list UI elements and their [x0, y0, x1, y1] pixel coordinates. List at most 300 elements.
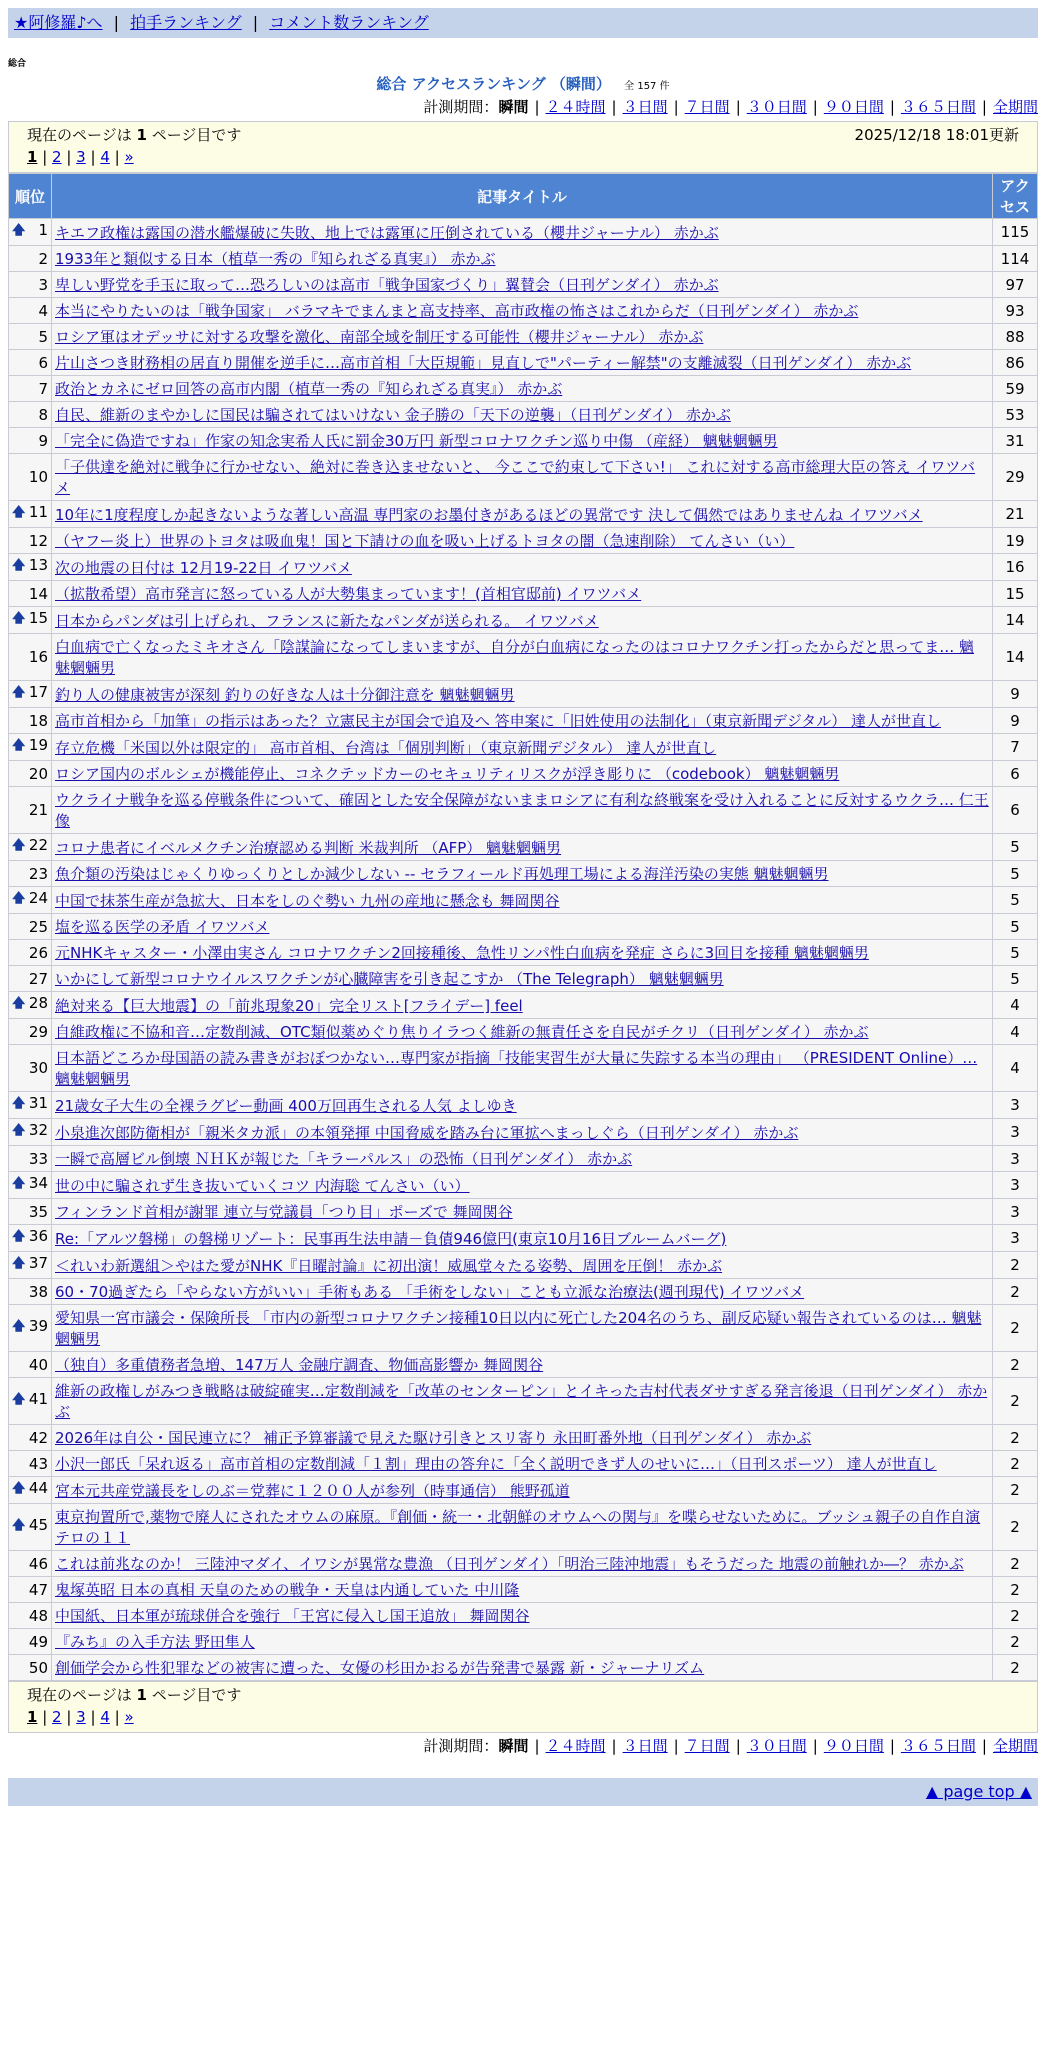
table-row	[9, 1655, 1038, 1681]
page-top-link[interactable]: ▲ page top ▲	[925, 1782, 1032, 1801]
period-link[interactable]: ３日間	[622, 1737, 668, 1755]
rank-cell	[9, 1279, 52, 1305]
period-link[interactable]: ３６５日間	[900, 1737, 976, 1755]
article-link[interactable]: 一瞬で高層ビル倒壊 ＮＨＫが報じた「キラーパルス」の恐怖（日刊ゲンダイ） 赤かぶ	[55, 1150, 633, 1168]
access-count: 2	[993, 1655, 1038, 1681]
rank-number: 23	[28, 864, 48, 883]
table-row	[9, 554, 1038, 581]
table-row	[9, 1172, 1038, 1199]
article-link[interactable]: フィンランド首相が謝罪 連立与党議員「つり目」ポーズで 舞岡関谷	[55, 1203, 513, 1221]
rank-up-arrow-icon: 🡅	[12, 223, 26, 238]
rank-number: 49	[28, 1632, 48, 1651]
table-row	[9, 246, 1038, 272]
rank-cell	[9, 1504, 52, 1551]
period-link[interactable]: ７日間	[684, 1737, 730, 1755]
table-row	[9, 1577, 1038, 1603]
article-link[interactable]: Re:「アルツ磐梯」の磐梯リゾート：民事再生法申請－負債946億円(東京10月16日ブルームバーグ)	[55, 1229, 727, 1248]
access-count: 53	[993, 402, 1038, 428]
table-row	[9, 402, 1038, 428]
article-link[interactable]: ロシア国内のボルシェが機能停止、コネクテッドカーのセキュリティリスクが浮き彫りに （codebook） 魑魅魍魎男	[55, 765, 840, 783]
title-cell	[52, 1199, 993, 1225]
article-link[interactable]: 60・70過ぎたら「やらない方がいい」手術もある 「手術をしない」ことも立派な治療法(週刊現代) イワツバメ	[55, 1283, 805, 1301]
rank-number: 38	[28, 1282, 48, 1301]
rank-up-arrow-icon: 🡅	[12, 1518, 26, 1533]
article-link[interactable]: 「完全に偽造ですね」作家の知念実希人氏に罰金30万円 新型コロナワクチン巡り中傷 （産経） 魑魅魍魎男	[55, 432, 778, 450]
article-link[interactable]: （ヤフー炎上）世界のトヨタは吸血鬼！国と下請けの血を吸い上げるトヨタの闇（急速削除） てんさい（い）	[55, 532, 795, 550]
pager-separator: |	[85, 148, 101, 166]
rank-number: 30	[28, 1059, 48, 1077]
article-link[interactable]: 愛知県一宮市議会・保険所長 「市内の新型コロナワクチン接種10日以内に死亡した204名のうち、副反応疑い報告されているのは… 魑魅魍魎男	[55, 1309, 982, 1348]
article-link[interactable]: 魚介類の汚染はじゃくりゆっくりとしか減少しない -- セラフィールド再処理工場による海洋汚染の実態 魑魅魍魎男	[55, 865, 829, 883]
rank-up-arrow-icon: 🡅	[12, 1319, 26, 1334]
table-row	[9, 1119, 1038, 1146]
article-link[interactable]: ウクライナ戦争を巡る停戦条件について、確固とした安全保障がないままロシアに有利な終戦案を受け入れることに反対するウクラ… 仁王像	[55, 791, 989, 830]
period-separator: |	[735, 98, 741, 116]
article-link[interactable]: 片山さつき財務相の居直り開催を逆手に…高市首相「大臣規範」見直しで"パーティー解禁"の支離滅裂（日刊ゲンダイ） 赤かぶ	[55, 354, 912, 372]
title-header: 記事タイトル	[52, 174, 993, 219]
table-row	[9, 966, 1038, 992]
table-row	[9, 761, 1038, 787]
title-cell	[52, 219, 993, 246]
pager-link[interactable]: 2	[52, 1708, 62, 1726]
article-link[interactable]: 釣り人の健康被害が深刻 釣りの好きな人は十分御注意を 魑魅魍魎男	[55, 685, 515, 704]
rank-cell	[9, 607, 52, 634]
access-count: 5	[993, 940, 1038, 966]
page-status-bottom	[27, 1684, 241, 1706]
title-cell	[52, 887, 993, 914]
title-cell	[52, 1655, 993, 1681]
article-link[interactable]: 『みち』の入手方法 野田隼人	[55, 1633, 255, 1651]
period-link[interactable]: ２４時間	[545, 1737, 606, 1755]
period-link[interactable]: ３日間	[622, 98, 668, 116]
article-link[interactable]: 政治とカネにゼロ回答の高市内閣（植草一秀の『知られざる真実』） 赤かぶ	[55, 380, 563, 398]
article-link[interactable]: キエフ政権は露国の潜水艦爆破に失敗、地上では露軍に圧倒されている（櫻井ジャーナル） 赤かぶ	[55, 223, 719, 242]
pager-next-link[interactable]: »	[124, 148, 134, 166]
table-row	[9, 454, 1038, 501]
period-link[interactable]: ３６５日間	[900, 98, 976, 116]
rank-number: 25	[28, 917, 48, 936]
access-count: 9	[993, 708, 1038, 734]
table-row	[9, 1279, 1038, 1305]
pager-separator: |	[61, 1708, 77, 1726]
table-row	[9, 272, 1038, 298]
article-link[interactable]: 中国で抹茶生産が急拡大、日本をしのぐ勢い 九州の産地に懸念も 舞岡関谷	[55, 891, 560, 910]
rank-header: 順位	[9, 174, 52, 219]
rank-number: 29	[28, 1022, 48, 1041]
pager-separator: |	[109, 148, 125, 166]
article-link[interactable]: 21歳女子大生の全裸ラグビー動画 400万回再生される人気 よしゆき	[55, 1096, 517, 1115]
period-separator: |	[812, 98, 818, 116]
title-cell	[52, 1092, 993, 1119]
access-count: 5	[993, 966, 1038, 992]
nav-separator: |	[113, 13, 120, 32]
rank-cell	[9, 761, 52, 787]
comment-ranking-link[interactable]: コメント数ランキング	[269, 13, 429, 32]
article-link[interactable]: （独自）多重債務者急増、147万人 金融庁調査、物価高影響か 舞岡関谷	[55, 1356, 544, 1374]
title-cell	[52, 634, 993, 681]
title-cell	[52, 554, 993, 581]
table-row	[9, 1199, 1038, 1225]
top-nav-bar	[8, 8, 1038, 38]
rank-cell	[9, 1425, 52, 1451]
article-link[interactable]: 白血病で亡くなったミキオさん「陰謀論になってしまいますが、自分が白血病になったのはコロナワクチン打ったからだと思ってま… 魑魅魍魎男	[55, 638, 975, 677]
page-status-prefix: 現在のページは	[27, 1686, 132, 1704]
article-link[interactable]: これは前兆なのか！ 三陸沖マダイ、イワシが異常な豊漁 （日刊ゲンダイ）「明治三陸沖地震」もそうだった 地震の前触れか―？ 赤かぶ	[55, 1555, 964, 1573]
period-separator: |	[735, 1737, 741, 1755]
rank-number: 10	[28, 468, 48, 486]
total-count: 全 157 件	[624, 81, 670, 92]
title-cell	[52, 861, 993, 887]
table-row	[9, 298, 1038, 324]
title-cell	[52, 1146, 993, 1172]
pager-link[interactable]: 4	[100, 148, 110, 166]
period-separator: |	[812, 1737, 818, 1755]
rank-cell	[9, 324, 52, 350]
period-separator: |	[611, 1737, 617, 1755]
title-cell	[52, 914, 993, 940]
page-status-suffix: ページ目です	[151, 1686, 242, 1704]
title-cell	[52, 966, 993, 992]
access-header: アクセス	[993, 174, 1038, 219]
access-count: 86	[993, 350, 1038, 376]
article-link[interactable]: いかにして新型コロナウイルスワクチンが心臓障害を引き起こすか （The Telegraph） 魑魅魍魎男	[55, 970, 724, 988]
rank-number: 3	[38, 275, 48, 294]
rank-up-arrow-icon: 🡅	[12, 996, 26, 1011]
access-count: 31	[993, 428, 1038, 454]
access-count: 14	[993, 607, 1038, 634]
rank-cell	[9, 634, 52, 681]
rank-number: 45	[28, 1516, 48, 1534]
table-row	[9, 581, 1038, 607]
title-cell	[52, 1504, 993, 1551]
table-row	[9, 1225, 1038, 1252]
table-row	[9, 734, 1038, 761]
rank-cell	[9, 298, 52, 324]
rank-number: 40	[28, 1355, 48, 1374]
rank-number: 2	[38, 249, 48, 268]
table-row	[9, 1378, 1038, 1425]
rank-number: 26	[28, 943, 48, 962]
article-link[interactable]: 日本からパンダは引上げられ、フランスに新たなパンダが送られる。 イワツバメ	[55, 611, 599, 630]
access-count: 2	[993, 1378, 1038, 1425]
access-count: 5	[993, 887, 1038, 914]
article-link[interactable]: 絶対来る【巨大地震】の「前兆現象20」完全リスト[フライデー] feel	[55, 996, 523, 1015]
rank-number: 50	[28, 1658, 48, 1677]
home-link[interactable]: ★阿修羅♪へ	[14, 13, 103, 32]
rank-up-arrow-icon: 🡅	[12, 558, 26, 573]
article-link[interactable]: 10年に1度程度しか起きないような著しい高温 専門家のお墨付きがあるほどの異常です 決して偶然ではありませんね イワツバメ	[55, 505, 923, 524]
article-link[interactable]: 卑しい野党を手玉に取って…恐ろしいのは高市「戦争国家づくり」翼賛会（日刊ゲンダイ） 赤かぶ	[55, 276, 719, 294]
title-cell	[52, 1352, 993, 1378]
title-cell	[52, 1629, 993, 1655]
period-separator: |	[534, 1737, 540, 1755]
rank-number: 34	[28, 1174, 48, 1192]
table-row	[9, 708, 1038, 734]
table-row	[9, 376, 1038, 402]
rank-number: 6	[38, 353, 48, 372]
rank-cell	[9, 1352, 52, 1378]
pager-link[interactable]: 3	[76, 148, 86, 166]
table-row	[9, 834, 1038, 861]
article-link[interactable]: 自民、維新のまやかしに国民は騙されてはいけない 金子勝の「天下の逆襲」（日刊ゲンダイ） 赤かぶ	[55, 406, 731, 424]
access-count: 4	[993, 1045, 1038, 1092]
title-cell	[52, 1279, 993, 1305]
nav-separator: |	[252, 13, 259, 32]
table-row	[9, 1451, 1038, 1477]
access-count: 7	[993, 734, 1038, 761]
rank-number: 24	[28, 889, 48, 907]
title-cell	[52, 787, 993, 834]
access-count: 2	[993, 1603, 1038, 1629]
rank-cell	[9, 528, 52, 554]
rank-cell	[9, 708, 52, 734]
clap-ranking-link[interactable]: 拍手ランキング	[130, 13, 242, 32]
period-link[interactable]: 全期間	[992, 1737, 1038, 1755]
rank-cell	[9, 1551, 52, 1577]
rank-number: 4	[38, 301, 48, 320]
title-cell	[52, 350, 993, 376]
rank-cell	[9, 887, 52, 914]
title-cell	[52, 1425, 993, 1451]
title-cell	[52, 940, 993, 966]
rank-up-arrow-icon: 🡅	[12, 1176, 26, 1191]
table-row	[9, 887, 1038, 914]
access-count: 3	[993, 1225, 1038, 1252]
rank-number: 36	[28, 1227, 48, 1245]
pager-link[interactable]: 4	[100, 1708, 110, 1726]
ranking-title-text: 総合 アクセスランキング （瞬間）	[376, 75, 611, 93]
article-link[interactable]: 2026年は自公・国民連立に？ 補正予算審議で見えた駆け引きとスリ寄り 永田町番外地（日刊ゲンダイ） 赤かぶ	[55, 1429, 812, 1447]
title-cell	[52, 681, 993, 708]
article-link[interactable]: 東京拘置所で,薬物で廃人にされたオウムの麻原。『創価・統一・北朝鮮のオウムへの関与』を喋らせないために。ブッシュ親子の自作自演テロの１１	[55, 1508, 981, 1547]
rank-cell	[9, 940, 52, 966]
rank-up-arrow-icon: 🡅	[12, 738, 26, 753]
access-count: 6	[993, 787, 1038, 834]
table-row	[9, 1352, 1038, 1378]
access-count: 5	[993, 834, 1038, 861]
title-cell	[52, 834, 993, 861]
table-row	[9, 350, 1038, 376]
article-link[interactable]: 世の中に騙されず生き抜いていくコツ 内海聡 てんさい（い）	[55, 1176, 470, 1195]
access-count: 3	[993, 1119, 1038, 1146]
article-link[interactable]: 鬼塚英昭 日本の真相 天皇のための戦争・天皇は内通していた 中川隆	[55, 1581, 520, 1599]
access-count: 19	[993, 528, 1038, 554]
rank-up-arrow-icon: 🡅	[12, 685, 26, 700]
title-cell	[52, 1603, 993, 1629]
period-separator: |	[889, 1737, 895, 1755]
rank-cell	[9, 1092, 52, 1119]
period-link[interactable]: ７日間	[684, 98, 730, 116]
rank-cell	[9, 428, 52, 454]
title-cell	[52, 1577, 993, 1603]
article-link[interactable]: 自維政権に不協和音…定数削減、OTC類似薬めぐり焦りイラつく維新の無責任さを自民がチクリ（日刊ゲンダイ） 赤かぶ	[55, 1023, 869, 1041]
article-link[interactable]: 存立危機「米国以外は限定的」 高市首相、台湾は「個別判断」（東京新聞デジタル） 達人が世直し	[55, 738, 717, 757]
title-cell	[52, 298, 993, 324]
access-count: 4	[993, 1019, 1038, 1045]
pager-link[interactable]: 2	[52, 148, 62, 166]
table-row	[9, 528, 1038, 554]
table-row	[9, 992, 1038, 1019]
rank-number: 37	[28, 1254, 48, 1272]
article-link[interactable]: 次の地震の日付は 12月19-22日 イワツバメ	[55, 558, 352, 577]
pager-current: 1	[27, 148, 38, 166]
article-link[interactable]: 塩を巡る医学の矛盾 イワツバメ	[55, 918, 270, 936]
title-cell	[52, 1019, 993, 1045]
rank-cell	[9, 454, 52, 501]
title-cell	[52, 272, 993, 298]
rank-cell	[9, 1629, 52, 1655]
rank-number: 5	[38, 327, 48, 346]
rank-number: 16	[28, 648, 48, 666]
rank-cell	[9, 787, 52, 834]
title-cell	[52, 1172, 993, 1199]
period-link[interactable]: 全期間	[992, 98, 1038, 116]
page-status	[27, 124, 241, 146]
period-link[interactable]: ９０日間	[823, 98, 884, 116]
rank-cell	[9, 734, 52, 761]
title-cell	[52, 734, 993, 761]
rank-cell	[9, 1577, 52, 1603]
article-link[interactable]: 日本語どころか母国語の読み書きがおぼつかない…専門家が指摘「技能実習生が大量に失踪する本当の理由」 （PRESIDENT Online）… 魑魅魍魎男	[55, 1049, 978, 1088]
article-link[interactable]: ロシア軍はオデッサに対する攻撃を激化、南部全域を制圧する可能性（櫻井ジャーナル） 赤かぶ	[55, 328, 704, 346]
title-cell	[52, 1451, 993, 1477]
article-link[interactable]: 小沢一郎氏「呆れ返る」高市首相の定数削減「１割」理由の答弁に「全く説明できず人のせいに…」（日刊スポーツ） 達人が世直し	[55, 1455, 937, 1473]
title-cell	[52, 1119, 993, 1146]
article-link[interactable]: 元NHKキャスター・小澤由実さん コロナワクチン2回接種後、急性リンパ性白血病を発症 さらに3回目を接種 魑魅魍魎男	[55, 944, 869, 962]
table-row	[9, 787, 1038, 834]
access-count: 15	[993, 581, 1038, 607]
access-count: 21	[993, 501, 1038, 528]
article-link[interactable]: 創価学会から性犯罪などの被害に遭った、女優の杉田かおるが告発書で暴露 新・ジャーナリズム	[55, 1659, 705, 1677]
rank-number: 13	[28, 556, 48, 574]
title-cell	[52, 992, 993, 1019]
table-row	[9, 219, 1038, 246]
section-label: 総合	[8, 59, 27, 69]
access-count: 2	[993, 1305, 1038, 1352]
article-link[interactable]: コロナ患者にイベルメクチン治療認める判断 米裁判所 （AFP） 魑魅魍魎男	[55, 838, 562, 857]
table-row	[9, 1551, 1038, 1577]
article-link[interactable]: （拡散希望）高市発言に怒っている人が大勢集まっています！(首相官邸前) イワツバメ	[55, 585, 642, 603]
rank-cell	[9, 246, 52, 272]
page-info-top	[8, 121, 1038, 173]
table-row	[9, 1629, 1038, 1655]
period-link[interactable]: ３０日間	[746, 1737, 807, 1755]
title-cell	[52, 528, 993, 554]
article-link[interactable]: 宮本元共産党議長をしのぶ＝党葬に１２００人が参列（時事通信） 熊野孤道	[55, 1481, 570, 1500]
access-count: 3	[993, 1172, 1038, 1199]
pager-separator: |	[61, 148, 77, 166]
article-link[interactable]: ＜れいわ新選組＞やはた愛がNHK『日曜討論』に初出演！威風堂々たる姿勢、周囲を圧倒！ 赤かぶ	[55, 1256, 723, 1275]
title-cell	[52, 1551, 993, 1577]
access-count: 115	[993, 219, 1038, 246]
title-cell	[52, 428, 993, 454]
access-count: 29	[993, 454, 1038, 501]
pager-separator: |	[37, 1708, 53, 1726]
rank-number: 46	[28, 1554, 48, 1573]
pager-separator: |	[85, 1708, 101, 1726]
rank-up-arrow-icon: 🡅	[12, 505, 26, 520]
article-link[interactable]: 「子供達を絶対に戦争に行かせない、絶対に巻き込ませないと、 今ここで約束して下さい!」 これに対する高市総理大臣の答え イワツバメ	[55, 458, 976, 497]
access-count: 14	[993, 634, 1038, 681]
pager-separator: |	[37, 148, 53, 166]
rank-number: 43	[28, 1454, 48, 1473]
article-link[interactable]: 小泉進次郎防衛相が「親米タカ派」の本領発揮 中国脅威を踏み台に軍拡へまっしぐら（日刊ゲンダイ） 赤かぶ	[55, 1123, 799, 1142]
period-link[interactable]: ２４時間	[545, 98, 606, 116]
table-row	[9, 1019, 1038, 1045]
pagination-bottom	[27, 1706, 1019, 1728]
period-label: 計測期間：	[423, 1737, 499, 1755]
rank-up-arrow-icon: 🡅	[12, 1123, 26, 1138]
rank-number: 15	[28, 609, 48, 627]
rank-cell	[9, 1305, 52, 1352]
page-status-suffix: ページ目です	[151, 126, 242, 144]
period-separator: |	[611, 98, 617, 116]
table-row	[9, 1477, 1038, 1504]
rank-number: 20	[28, 764, 48, 783]
rank-up-arrow-icon: 🡅	[12, 838, 26, 853]
rank-cell	[9, 681, 52, 708]
rank-cell	[9, 272, 52, 298]
ranking-table	[8, 173, 1038, 1681]
rank-number: 39	[28, 1317, 48, 1335]
page-status-number: 1	[136, 126, 147, 144]
period-selector	[8, 96, 1038, 117]
access-count: 2	[993, 1477, 1038, 1504]
article-link[interactable]: 中国紙、日本軍が琉球併合を強行 「王宮に侵入し国王追放」 舞岡関谷	[55, 1607, 530, 1625]
table-row	[9, 428, 1038, 454]
pager-next-link[interactable]: »	[124, 1708, 134, 1726]
rank-cell	[9, 554, 52, 581]
access-count: 2	[993, 1279, 1038, 1305]
period-link[interactable]: ３０日間	[746, 98, 807, 116]
article-link[interactable]: 本当にやりたいのは「戦争国家」 バラマキでまんまと高支持率、高市政権の怖さはこれからだ（日刊ゲンダイ） 赤かぶ	[55, 302, 859, 320]
pagination	[27, 146, 1019, 168]
access-count: 2	[993, 1425, 1038, 1451]
period-link[interactable]: ９０日間	[823, 1737, 884, 1755]
rank-cell	[9, 966, 52, 992]
access-count: 93	[993, 298, 1038, 324]
article-link[interactable]: 高市首相から「加筆」の指示はあった？立憲民主が国会で追及へ 答申案に「旧姓使用の法制化」（東京新聞デジタル） 達人が世直し	[55, 712, 941, 730]
table-row	[9, 1092, 1038, 1119]
period-separator: |	[673, 98, 679, 116]
rank-cell	[9, 1378, 52, 1425]
rank-cell	[9, 1119, 52, 1146]
access-count: 3	[993, 1199, 1038, 1225]
rank-number: 18	[28, 711, 48, 730]
access-count: 4	[993, 992, 1038, 1019]
rank-up-arrow-icon: 🡅	[12, 1229, 26, 1244]
rank-up-arrow-icon: 🡅	[12, 1392, 26, 1407]
article-link[interactable]: 維新の政権しがみつき戦略は破綻確実…定数削減を「改革のセンターピン」とイキった吉村代表ダサすぎる発言後退（日刊ゲンダイ） 赤かぶ	[55, 1382, 988, 1421]
article-link[interactable]: 1933年と類似する日本（植草一秀の『知られざる真実』） 赤かぶ	[55, 250, 496, 268]
period-label: 計測期間：	[423, 98, 499, 116]
period-current: 瞬間	[498, 98, 529, 116]
rank-cell	[9, 992, 52, 1019]
rank-number: 35	[28, 1202, 48, 1221]
rank-number: 28	[28, 994, 48, 1012]
pager-link[interactable]: 3	[76, 1708, 86, 1726]
title-cell	[52, 376, 993, 402]
access-count: 2	[993, 1504, 1038, 1551]
access-count: 2	[993, 1551, 1038, 1577]
title-cell	[52, 1045, 993, 1092]
rank-number: 44	[28, 1479, 48, 1497]
access-count: 9	[993, 681, 1038, 708]
table-row	[9, 914, 1038, 940]
rank-cell	[9, 376, 52, 402]
title-cell	[52, 1305, 993, 1352]
period-separator: |	[534, 98, 540, 116]
